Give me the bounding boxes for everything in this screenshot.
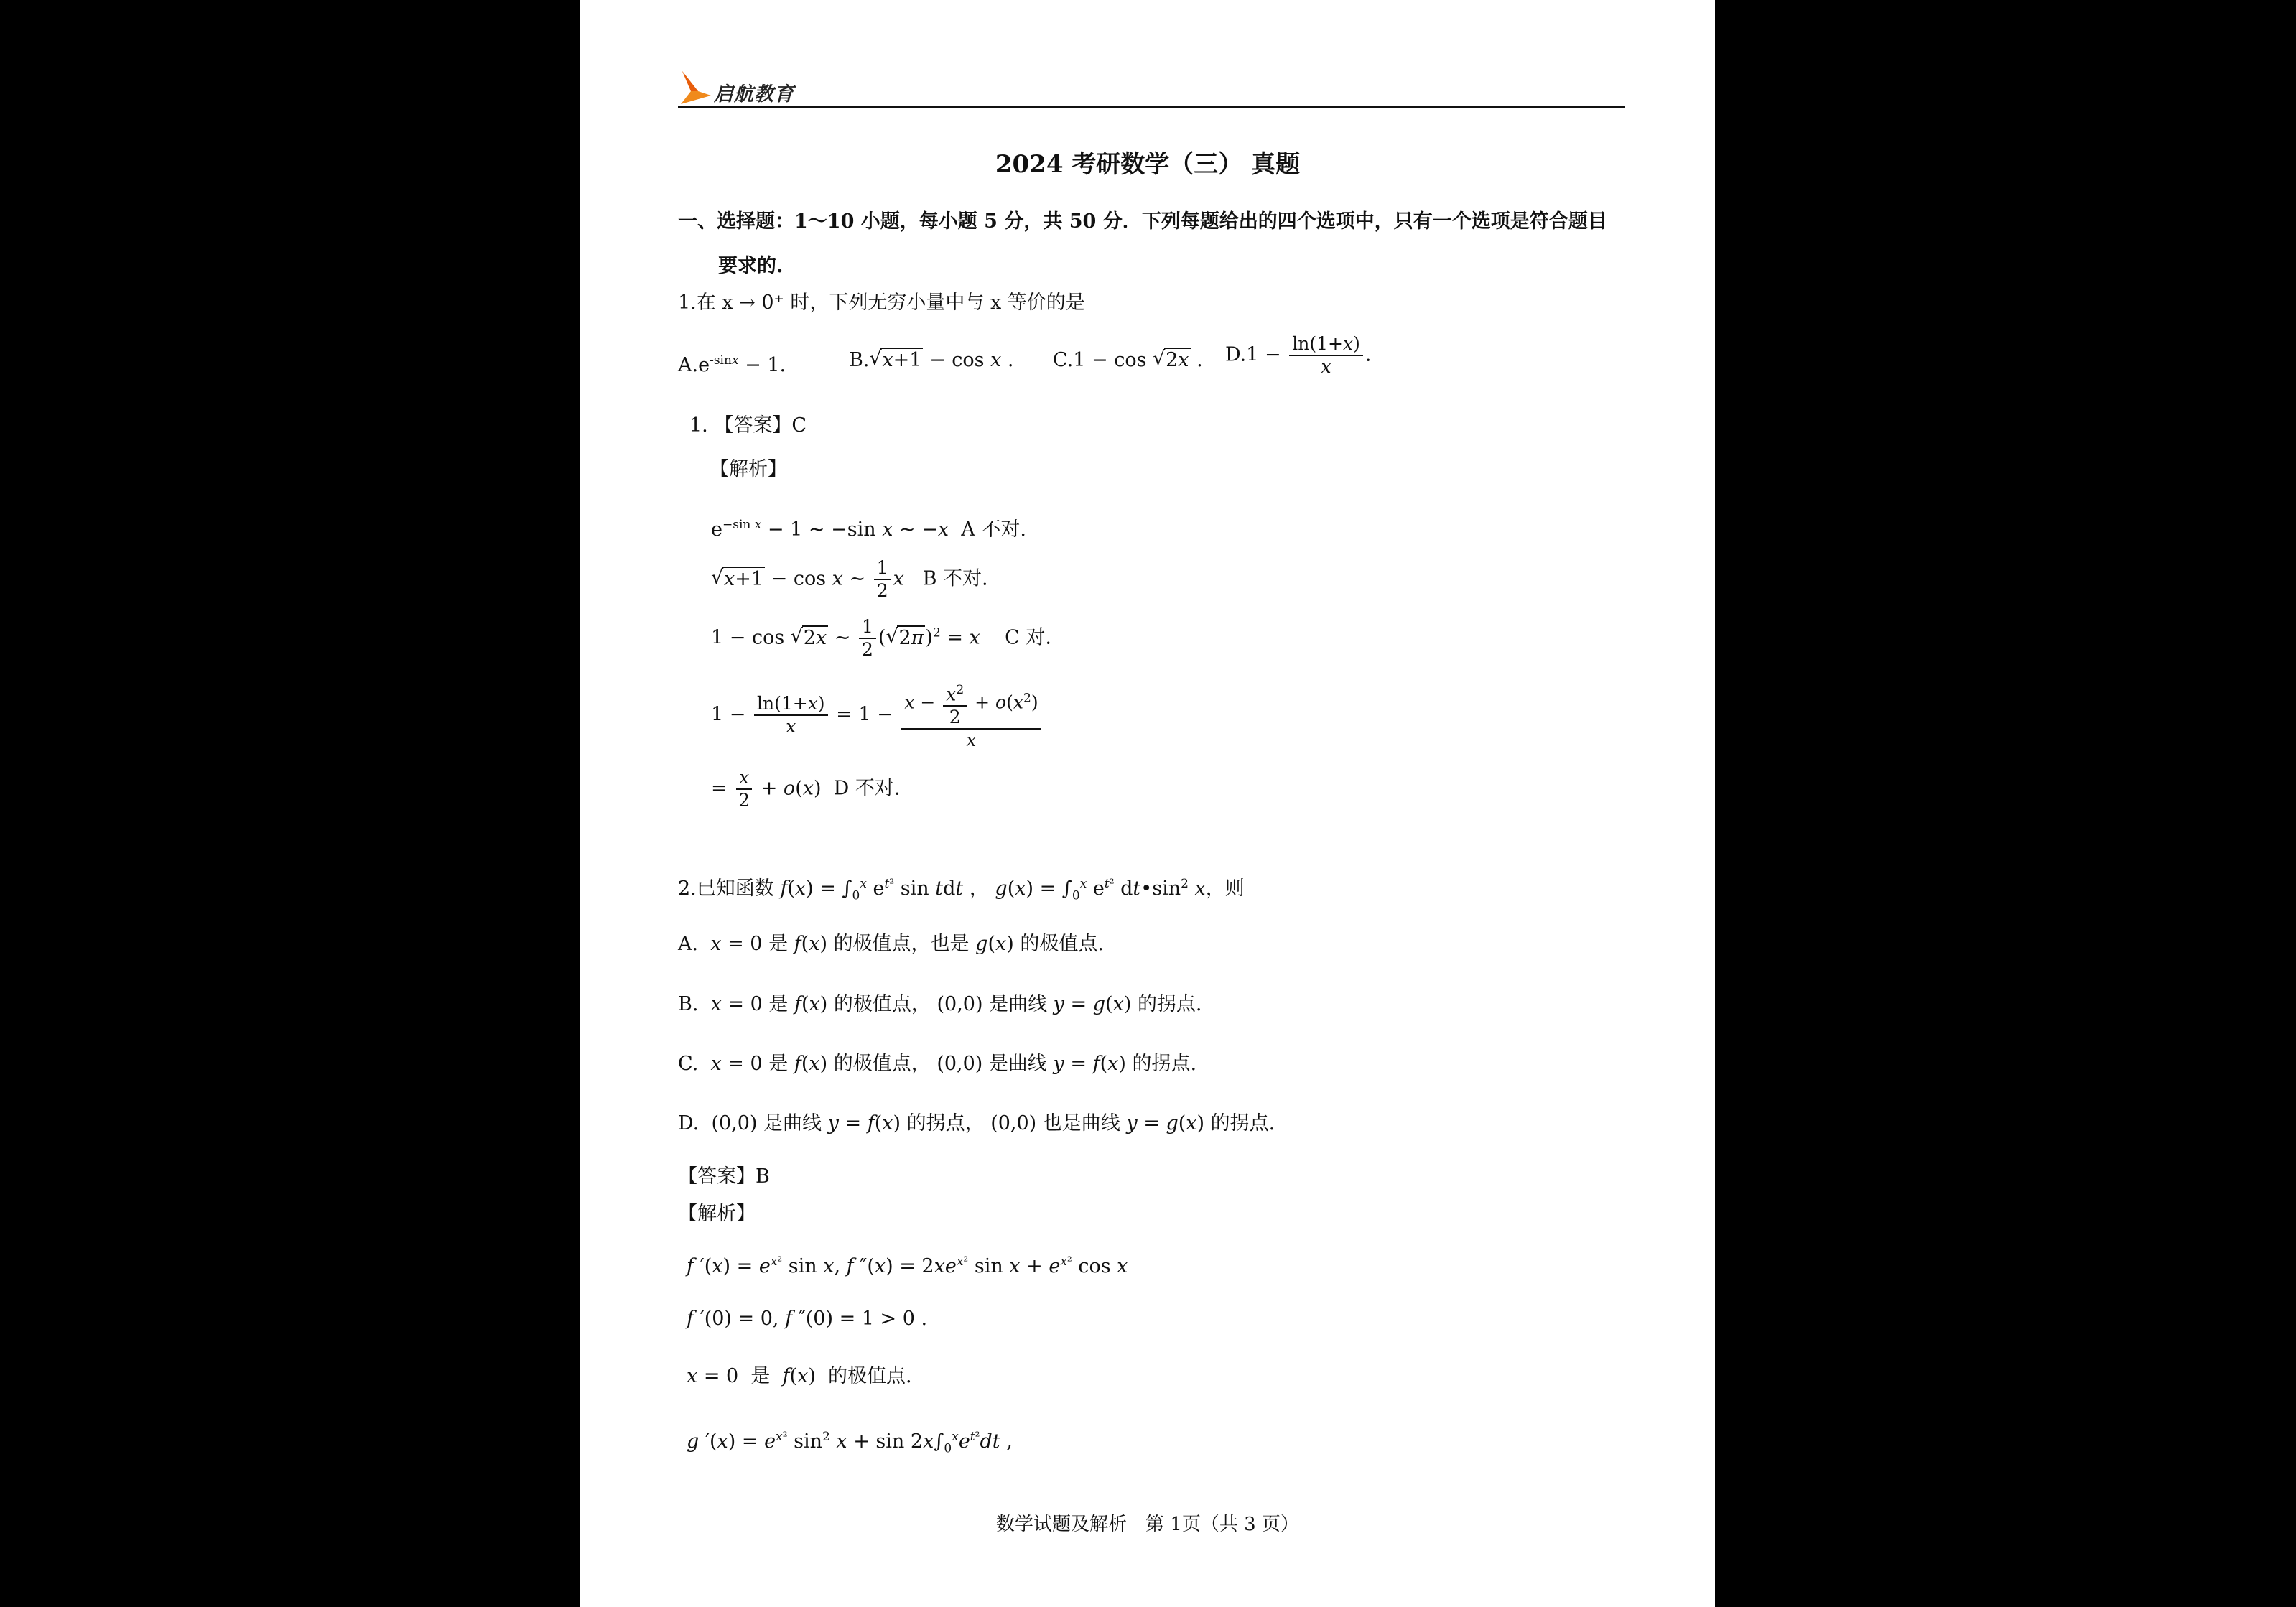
q2-answer: 【答案】B [678, 1165, 770, 1188]
document-page [580, 0, 1715, 1607]
section-heading: 一、选择题：1～10 小题，每小题 5 分，共 50 分．下列每题给出的四个选项中，只有一个选项是符合题目 [678, 210, 1607, 233]
q2-solution-line-3: x = 0 是 f(x) 的极值点. [687, 1365, 912, 1387]
q1-stem: 1.在 x → 0⁺ 时，下列无穷小量中与 x 等价的是 [678, 292, 1085, 314]
header-rule [678, 106, 1625, 108]
q1-solution-line-2: √ x+1 − cos x ~ $\frac{1}{2}$ x B 不对. [711, 557, 988, 602]
page-footer: 数学试题及解析 第 1页（共 3 页） [996, 1514, 1299, 1535]
q1-option-b: B.√ x+1 − cos x . [849, 348, 1014, 373]
q2-option-d: D. (0,0) 是曲线 y = f(x) 的拐点， (0,0) 也是曲线 y = g(x) 的拐点. [678, 1112, 1275, 1135]
qihang-logo-icon [678, 70, 714, 107]
page-title: 2024 考研数学（三） 真题 [995, 150, 1301, 179]
q2-option-a: A. x = 0 是 f(x) 的极值点，也是 g(x) 的极值点. [678, 933, 1104, 955]
q2-analysis-label: 【解析】 [678, 1203, 756, 1225]
q1-answer: 1. 【答案】C [689, 414, 807, 437]
q1-solution-line-4: 1 − $\frac{\ln(1+x)}{x}$ = 1 − x − $\frac{x^2}{2}$ + $o(x^2)$ x [711, 679, 1044, 751]
brand-name: 启航教育 [714, 83, 794, 106]
q1-option-d: D.1 − $\frac{\ln(1+x)}{x}$ . [1225, 333, 1372, 377]
q2-option-b: B. x = 0 是 f(x) 的极值点， (0,0) 是曲线 y = g(x) 的拐点. [678, 993, 1202, 1015]
q2-option-c: C. x = 0 是 f(x) 的极值点， (0,0) 是曲线 y = f(x) 的拐点. [678, 1053, 1197, 1075]
q2-stem: 2.已知函数 $f(x) = \int_0^x$ $e^{t^2}$ sin tdt ， $g(x) = \int_0^x$ $e^{t^2}$ $dt•\sin^2$ x，则 [678, 877, 1245, 903]
q1-option-c: C.1 − cos √ 2x . [1053, 348, 1203, 373]
q1-analysis-label: 【解析】 [710, 458, 787, 480]
q2-solution-line-1: f $'(x) = e^{x^2}$ sin x, f $''(x) = 2xe^{x^2}$ $\sin x + e^{x^2}$ cos x [687, 1254, 1128, 1277]
page-header [678, 68, 1625, 110]
q1-solution-line-5: = $\frac{x}{2}$ + o(x) D 不对. [711, 767, 901, 811]
section-heading-cont: 要求的. [718, 255, 784, 277]
q1-solution-line-3: 1 − cos √ 2x ~ $\frac{1}{2}$ (√ 2π)$^2$ = x C 对. [711, 616, 1051, 661]
q1-option-a: $A.e^{-sinx} - 1$. [678, 353, 786, 376]
q1-solution-line-1: $e^{-sin x} - 1$ ~ −sin x ~ −x A 不对. [711, 518, 1026, 541]
q2-solution-line-4: g $'(x) = e^{x^2}$ $\sin^2 x + \sin 2x\int_0^xe^{t^2}dt$ , [687, 1430, 1013, 1456]
q2-solution-line-2: f ′(0) = 0, f ″(0) = 1 > 0 . [687, 1308, 928, 1330]
